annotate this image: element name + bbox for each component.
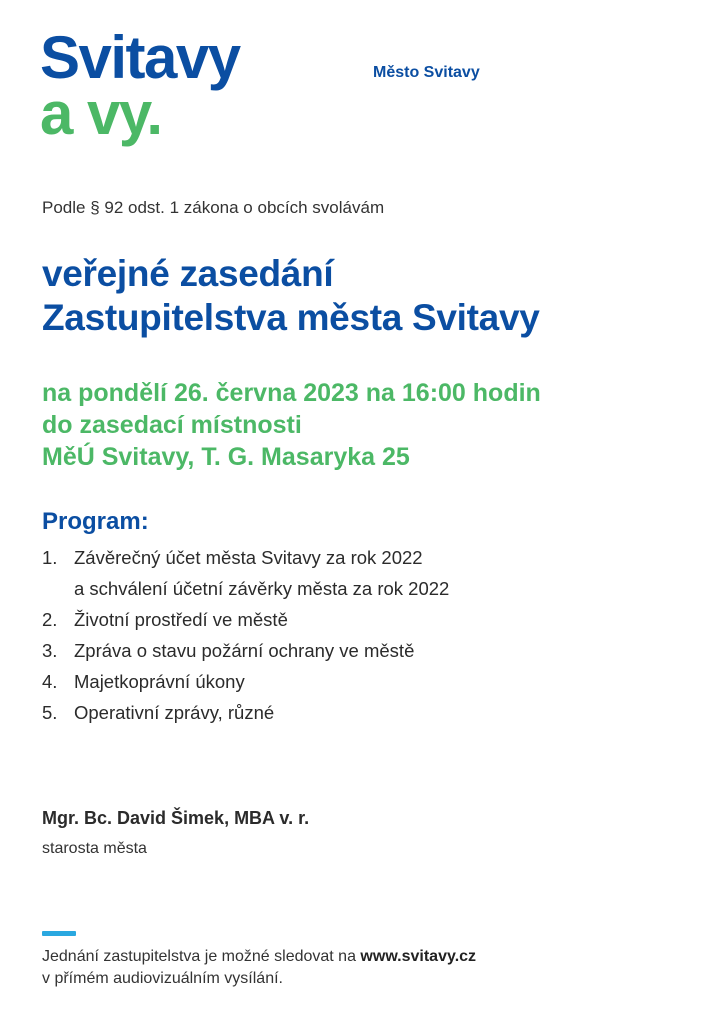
- city-name: Město Svitavy: [373, 64, 480, 81]
- headline-line-2: Zastupitelstva města Svitavy: [42, 297, 540, 338]
- website-link[interactable]: www.svitavy.cz: [360, 948, 477, 965]
- list-item-text: Majetkoprávní úkony: [74, 671, 245, 692]
- headline-line-1: veřejné zasedání: [42, 253, 334, 294]
- meeting-date-time: na pondělí 26. června 2023 na 16:00 hodin: [42, 379, 541, 407]
- list-item-text: Operativní zprávy, různé: [74, 702, 275, 723]
- list-item-number: 1.: [42, 547, 58, 568]
- footer-note: [42, 946, 476, 990]
- list-item-text: [74, 542, 449, 604]
- list-item-number: 4.: [42, 671, 58, 692]
- footer-text: Jednání zastupitelstva je možné sledovat na: [42, 948, 361, 965]
- meeting-room: do zasedací místnosti: [42, 411, 302, 439]
- signer-name: Mgr. Bc. David Šimek, MBA v. r.: [42, 808, 310, 828]
- list-item-number: 2.: [42, 609, 58, 630]
- list-item-number: 5.: [42, 702, 58, 723]
- list-item: [42, 604, 449, 635]
- logo-text-a-vy: a vy.: [40, 80, 162, 147]
- program-title: Program:: [42, 508, 149, 535]
- list-item: [42, 542, 449, 604]
- meeting-details: [42, 377, 541, 473]
- meeting-address: MěÚ Svitavy, T. G. Masaryka 25: [42, 443, 410, 471]
- signer-role: starosta města: [42, 840, 147, 857]
- city-logo: [40, 24, 240, 147]
- intro-text: Podle § 92 odst. 1 zákona o obcích svolávám: [42, 198, 385, 217]
- headline: [42, 252, 540, 340]
- list-item: [42, 697, 449, 728]
- list-item-text: Zpráva o stavu požární ochrany ve městě: [74, 640, 415, 661]
- logo-text-svitavy: Svitavy: [40, 24, 240, 91]
- list-item: [42, 635, 449, 666]
- list-item-text: Životní prostředí ve městě: [74, 609, 288, 630]
- list-item-line: Závěrečný účet města Svitavy za rok 2022: [74, 547, 423, 568]
- list-item-number: 3.: [42, 640, 58, 661]
- list-item: [42, 666, 449, 697]
- footer-text-line-2: v přímém audiovizuálním vysílání.: [42, 970, 283, 987]
- list-item-line: a schválení účetní závěrky města za rok 2022: [74, 578, 450, 599]
- footer-accent-divider: [42, 931, 76, 936]
- program-list: [42, 542, 449, 728]
